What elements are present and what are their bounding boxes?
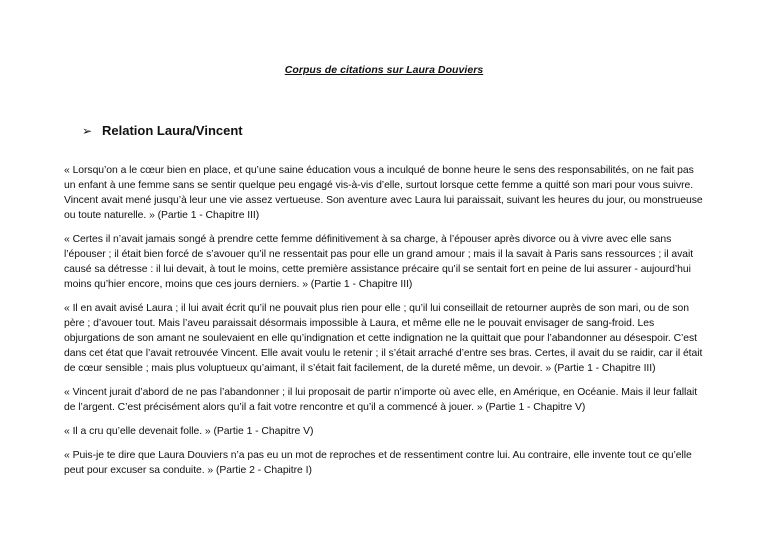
quote-paragraph: « Il en avait avisé Laura ; il lui avait écrit qu’il ne pouvait plus rien pour elle ; qu’il lui conseillait de retourner auprès de son mari, ou de son père ; d’avouer tout. Mais l’aveu paraissait désormais impossible à Laura, et même elle ne le pouvait envisager de sang-froid. Les objurgations de son amant ne soulevaient en elle qu’indignation et cette indignation ne la quittait que pour l’abandonner au désespoir. C’est dans cet état que l’avait retrouvée Vincent. Elle avait voulu le retenir ; il s’était arraché d’entre ses bras. Certes, il avait du se raidir, car il était de cœur sensible ; mais plus voluptueux qu’aimant, il s’était fait facilement, de la dureté même, un devoir. » (Partie 1 - Chapitre III) — [64, 303, 703, 374]
quote-paragraph: « Puis-je te dire que Laura Douviers n’a pas eu un mot de reproches et de ressentiment contre lui. Au contraire, elle invente tout ce qu’elle peut pour excuser sa conduite. » (Partie 2 - Chapitre I) — [64, 450, 692, 476]
document-title: Corpus de citations sur Laura Douviers — [284, 64, 484, 76]
quote-paragraph: « Certes il n’avait jamais songé à prendre cette femme définitivement à sa charge, à l’épouser après divorce ou à vivre avec elle sans l’épouser ; il était bien forcé de s’avouer qu’il ne ressentait pas pour elle un grand amour ; mais il la savait à Paris sans ressources ; il avait causé sa détresse : il lui devait, à tout le moins, cette première assistance précaire qu’il se sentait fort en peine de lui assurer - aujourd’hui moins qu’hier encore, moins que ces jours derniers. » (Partie 1 - Chapitre III) — [64, 234, 694, 290]
quote-paragraph: « Il a cru qu’elle devenait folle. » (Partie 1 - Chapitre V) — [64, 426, 314, 437]
quote-paragraph: « Lorsqu’on a le cœur bien en place, et qu’une saine éducation vous a inculqué de bonne heure le sens des responsabilités, on ne fait pas un enfant à une femme sans se sentir quelque peu engagé vis-à-vis d’elle, surtout lorsque cette femme a quitté son mari pour vous suivre. Vincent avait mené jusqu’à leur une vie assez vertueuse. Son aventure avec Laura lui paraissait, suivant les heures du jour, ou monstrueuse ou toute naturelle. » (Partie 1 - Chapitre III) — [64, 165, 703, 221]
section-heading — [82, 123, 243, 138]
quotes-list — [64, 163, 706, 487]
section-heading-label: Relation Laura/Vincent — [102, 123, 243, 138]
quote-paragraph: « Vincent jurait d’abord de ne pas l’abandonner ; il lui proposait de partir n’importe où avec elle, en Amérique, en Océanie. Mais il leur fallait de l’argent. C’est précisément alors qu’il a fait votre rencontre et qu’il a commencé à jouer. » (Partie 1 - Chapitre V) — [64, 387, 698, 413]
arrow-bullet-icon: ➢ — [82, 124, 93, 138]
